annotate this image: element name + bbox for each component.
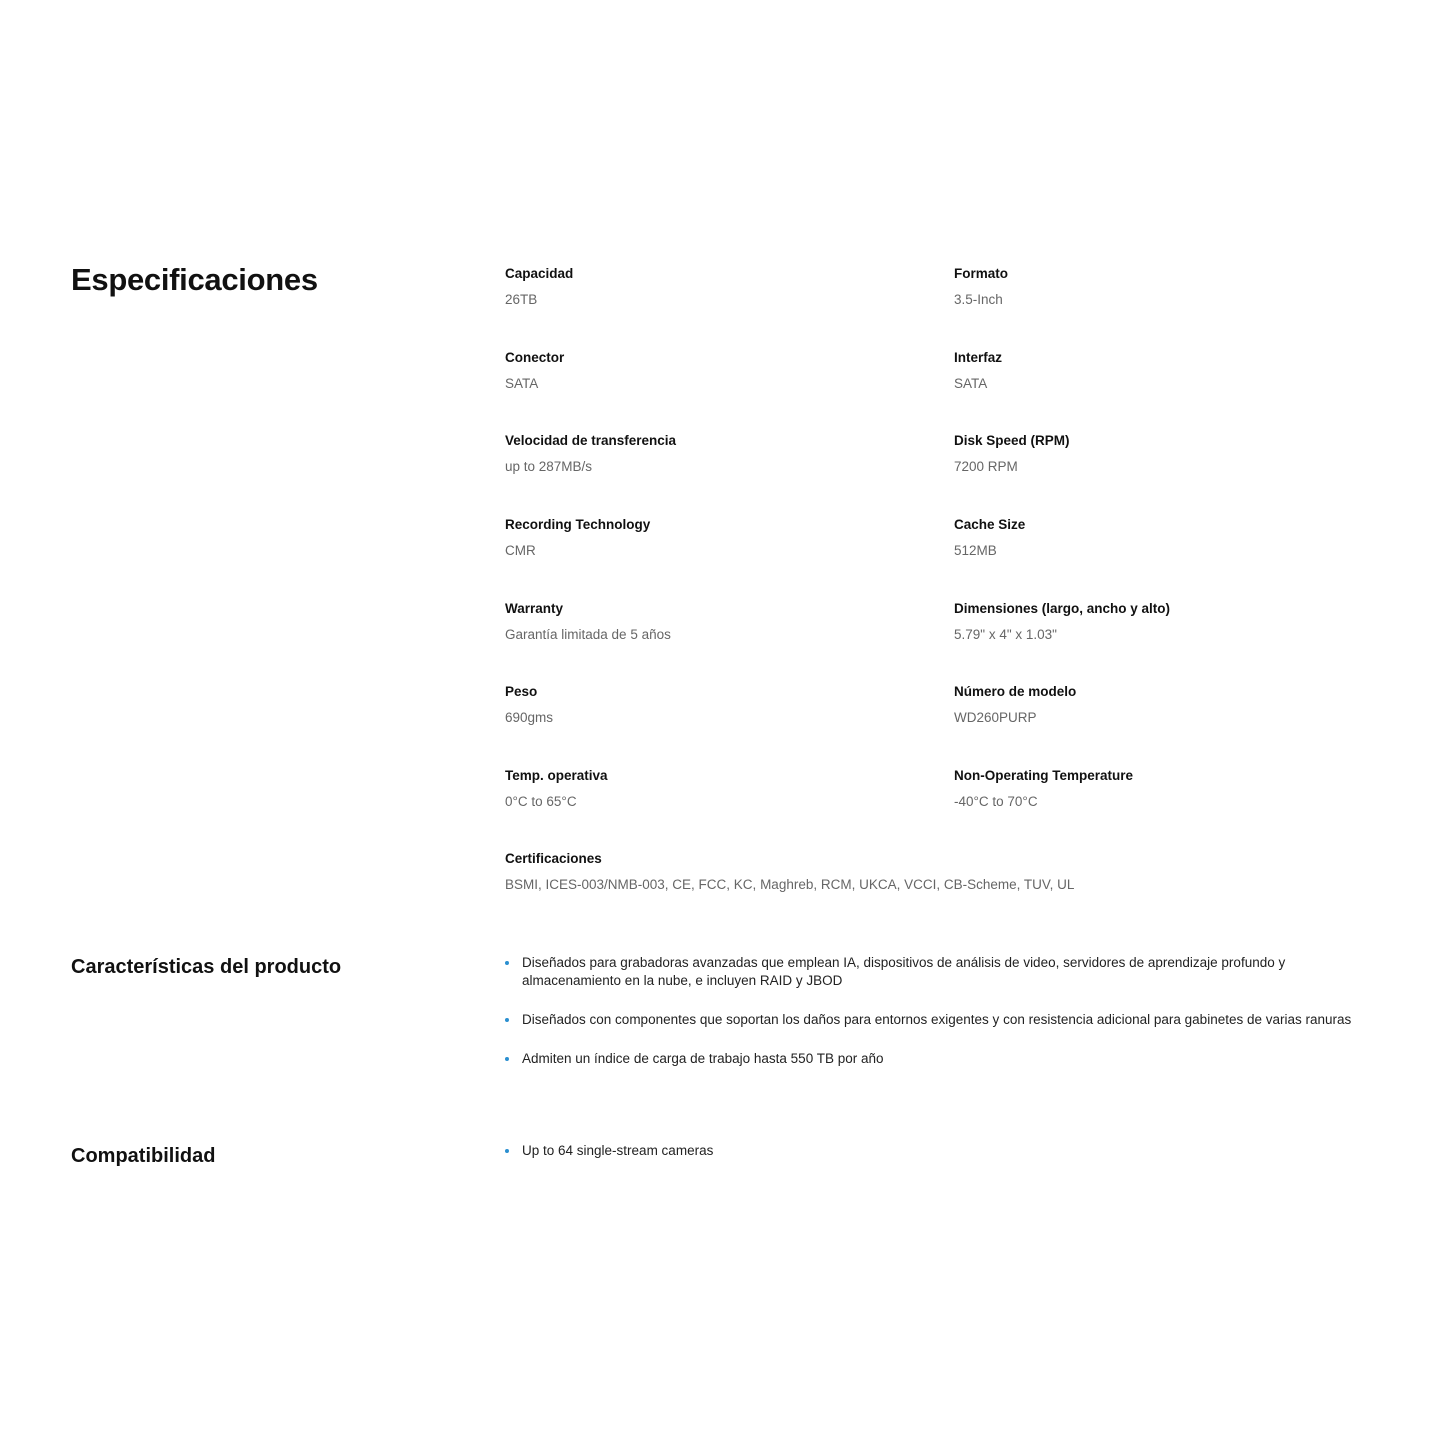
spec-label: Capacidad bbox=[505, 266, 574, 281]
spec-value: 690gms bbox=[505, 710, 554, 725]
bullet-icon bbox=[505, 1149, 509, 1153]
compatibility-list bbox=[505, 1142, 1375, 1160]
spec-value: 3.5-Inch bbox=[954, 292, 1003, 307]
spec-value: 0°C to 65°C bbox=[505, 794, 577, 809]
spec-label: Dimensiones (largo, ancho y alto) bbox=[954, 601, 1171, 616]
bullet-icon bbox=[505, 1057, 509, 1061]
spec-label: Cache Size bbox=[954, 517, 1026, 532]
compatibility-title: Compatibilidad bbox=[71, 1145, 216, 1167]
features-title: Características del producto bbox=[71, 956, 342, 978]
spec-value: WD260PURP bbox=[954, 710, 1037, 725]
spec-value: 7200 RPM bbox=[954, 459, 1018, 474]
spec-value: Garantía limitada de 5 años bbox=[505, 627, 671, 642]
spec-label: Recording Technology bbox=[505, 517, 651, 532]
specifications-title: Especificaciones bbox=[71, 262, 318, 297]
spec-label: Disk Speed (RPM) bbox=[954, 433, 1070, 448]
feature-text: Diseñados con componentes que soportan los daños para entornos exigentes y con resistencia adicional para gabinetes de varias ranuras bbox=[522, 1012, 1352, 1027]
bullet-icon bbox=[505, 1018, 509, 1022]
spec-label: Temp. operativa bbox=[505, 768, 608, 783]
feature-text: Admiten un índice de carga de trabajo hasta 550 TB por año bbox=[522, 1051, 884, 1066]
spec-label: Velocidad de transferencia bbox=[505, 433, 677, 448]
spec-dimensions bbox=[954, 601, 1384, 643]
spec-label: Non-Operating Temperature bbox=[954, 768, 1134, 783]
spec-disk-speed bbox=[954, 433, 1384, 475]
compatibility-text: Up to 64 single-stream cameras bbox=[522, 1143, 714, 1158]
spec-value: BSMI, ICES-003/NMB-003, CE, FCC, KC, Maghreb, RCM, UKCA, VCCI, CB-Scheme, TUV, UL bbox=[505, 877, 1075, 892]
features-list bbox=[505, 954, 1375, 1089]
list-item bbox=[505, 954, 1375, 990]
spec-weight bbox=[505, 684, 935, 726]
list-item bbox=[505, 1011, 1375, 1029]
spec-recording-technology bbox=[505, 517, 935, 559]
spec-cache-size bbox=[954, 517, 1384, 559]
spec-capacity bbox=[505, 266, 935, 308]
spec-model-number bbox=[954, 684, 1384, 726]
bullet-icon bbox=[505, 961, 509, 965]
spec-label: Interfaz bbox=[954, 350, 1003, 365]
spec-warranty bbox=[505, 601, 935, 643]
spec-operating-temperature bbox=[505, 768, 935, 810]
spec-format bbox=[954, 266, 1384, 308]
spec-value: SATA bbox=[505, 376, 539, 391]
spec-non-operating-temperature bbox=[954, 768, 1384, 810]
spec-label: Número de modelo bbox=[954, 684, 1077, 699]
spec-label: Certificaciones bbox=[505, 851, 602, 866]
feature-text: Diseñados para grabadoras avanzadas que emplean IA, dispositivos de análisis de video, servidores de aprendizaje profundo y almacenamiento en la nube, e incluyen RAID y JBOD bbox=[522, 955, 1286, 988]
list-item bbox=[505, 1050, 1375, 1068]
spec-value: 26TB bbox=[505, 292, 538, 307]
spec-label: Peso bbox=[505, 684, 538, 699]
spec-label: Warranty bbox=[505, 601, 564, 616]
list-item bbox=[505, 1142, 1375, 1160]
spec-certifications bbox=[505, 851, 1385, 893]
spec-connector bbox=[505, 350, 935, 392]
spec-interface bbox=[954, 350, 1384, 392]
spec-label: Formato bbox=[954, 266, 1008, 281]
spec-label: Conector bbox=[505, 350, 565, 365]
spec-value: up to 287MB/s bbox=[505, 459, 593, 474]
spec-value: -40°C to 70°C bbox=[954, 794, 1038, 809]
spec-value: 512MB bbox=[954, 543, 997, 558]
spec-value: CMR bbox=[505, 543, 536, 558]
spec-transfer-rate bbox=[505, 433, 935, 475]
spec-value: 5.79" x 4" x 1.03" bbox=[954, 627, 1057, 642]
spec-value: SATA bbox=[954, 376, 988, 391]
